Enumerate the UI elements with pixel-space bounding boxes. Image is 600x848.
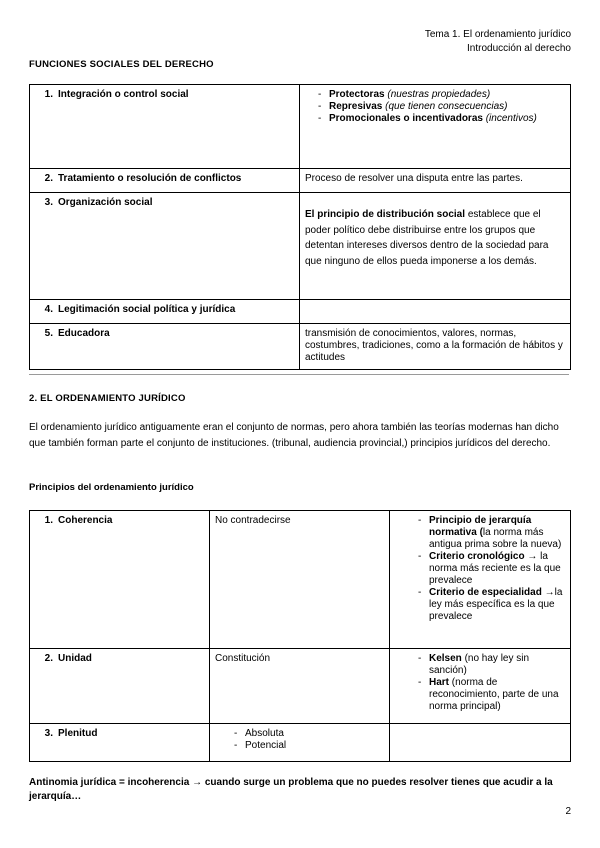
principle-middle	[210, 724, 390, 762]
table-row	[30, 300, 571, 324]
list-item: - Hart (norma de reconocimiento, parte de una norma principal)	[413, 677, 565, 713]
principle-detail	[390, 649, 571, 724]
function-label: 1. Integración o control social	[30, 85, 300, 169]
list-item: - Kelsen (no hay ley sin sanción)	[413, 653, 565, 677]
list-item: - Represivas (que tienen consecuencias)	[313, 101, 565, 113]
section1-title: FUNCIONES SOCIALES DEL DERECHO	[29, 59, 214, 70]
list-item: - Absoluta	[229, 728, 384, 740]
list-item: - Criterio de especialidad →la ley más específica es la que prevalece	[413, 587, 565, 623]
principle-label: 3. Plenitud	[30, 724, 210, 762]
function-detail: Proceso de resolver una disputa entre las partes.	[300, 169, 571, 193]
principles-table	[29, 510, 571, 762]
header-subject: Introducción al derecho	[467, 43, 571, 54]
principle-label: 2. Unidad	[30, 649, 210, 724]
table-row	[30, 511, 571, 649]
list-item: - Protectoras (nuestras propiedades)	[313, 89, 565, 101]
table-row	[30, 724, 571, 762]
social-functions-table	[29, 84, 571, 370]
table-row	[30, 649, 571, 724]
table-row	[30, 169, 571, 193]
function-label: 2. Tratamiento o resolución de conflictos	[30, 169, 300, 193]
table-row	[30, 85, 571, 169]
function-label: 4. Legitimación social política y jurídica	[30, 300, 300, 324]
principle-detail	[390, 511, 571, 649]
intro-paragraph: El ordenamiento jurídico antiguamente eran el conjunto de normas, pero ahora también las teorías modernas han dicho que también forman parte el conjunto de instituciones. (tribunal, audiencia provincial,) principios jurídicos del derecho.	[29, 422, 559, 449]
function-detail	[300, 300, 571, 324]
principle-detail	[390, 724, 571, 762]
list-item: - Principio de jerarquía normativa (la norma más antigua prima sobre la nueva)	[413, 515, 565, 551]
section-divider	[29, 374, 569, 375]
function-label: 5. Educadora	[30, 324, 300, 370]
table-row	[30, 193, 571, 300]
function-detail: El principio de distribución social establece que el poder político debe distribuirse entre los grupos que detentan intereses diversos dentro de la sociedad para que ninguno de ellos pueda imponerse a los demás.	[300, 193, 571, 300]
list-item: - Criterio cronológico → la norma más reciente es la que prevalece	[413, 551, 565, 587]
list-item: - Promocionales o incentivadoras (incentivos)	[313, 113, 565, 125]
principle-middle: Constitución	[210, 649, 390, 724]
function-label: 3. Organización social	[30, 193, 300, 300]
principles-subtitle: Principios del ordenamiento jurídico	[29, 482, 194, 493]
function-detail	[300, 85, 571, 169]
section2-title: 2. EL ORDENAMIENTO JURÍDICO	[29, 393, 186, 404]
function-detail: transmisión de conocimientos, valores, normas, costumbres, tradiciones, como a la formación de hábitos y actitudes	[300, 324, 571, 370]
header-topic: Tema 1. El ordenamiento jurídico	[424, 29, 571, 40]
list-item: - Potencial	[229, 740, 384, 752]
table-row	[30, 324, 571, 370]
principle-label: 1. Coherencia	[30, 511, 210, 649]
running-header	[425, 28, 571, 56]
principle-middle: No contradecirse	[210, 511, 390, 649]
antinomy-note: Antinomia jurídica = incoherencia → cuando surge un problema que no puedes resolver tienes que acudir a la jerarquía…	[29, 777, 553, 802]
page-number: 2	[565, 806, 571, 817]
